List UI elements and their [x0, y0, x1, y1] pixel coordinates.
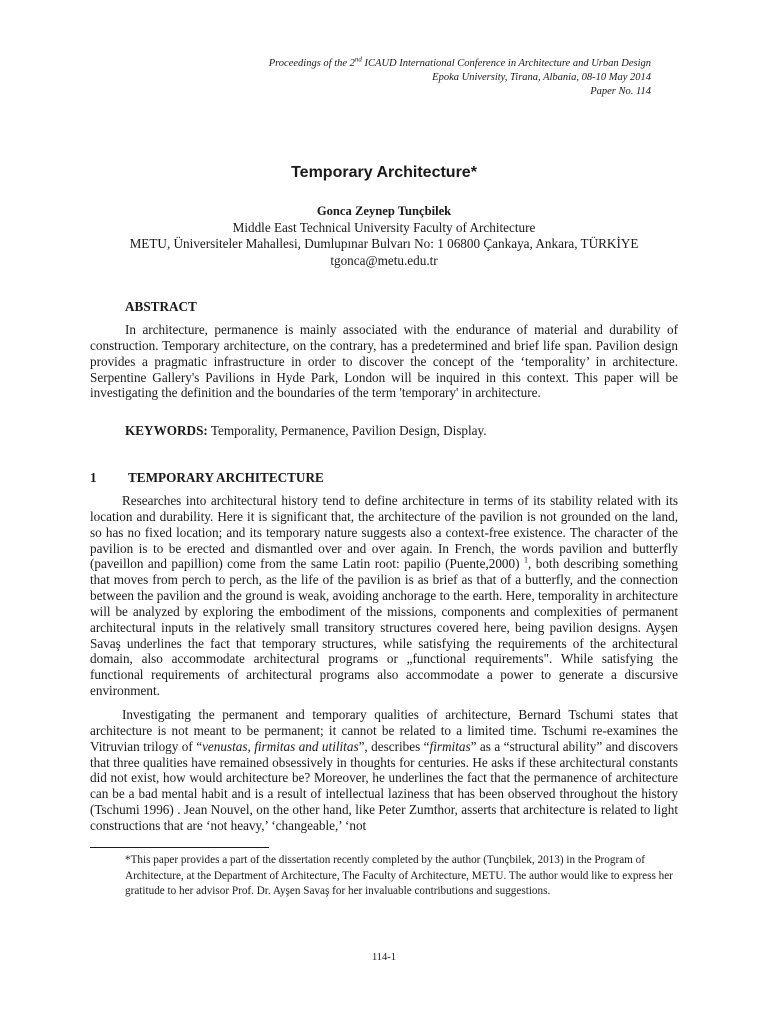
- author-name: Gonca Zeynep Tunçbilek: [316, 204, 452, 218]
- body-paragraph-2-part-c: ” as a “structural ability” and discovers that three qualities have remained obsessively in thoughts for centuries. He asks if these architectural constants did not exist, how would architecture be? Moreover, he underlines the fact that the permanence of architecture can be a bad mental habit and is a result of intellectual laziness that has been observed throughout the history (Tschumi 1996) . Jean Nouvel, on the other hand, like Peter Zumthor, asserts that architecture is related to light constructions that are ‘not heavy,’ ‘changeable,’ ‘not: [90, 738, 678, 833]
- paper-title: Temporary Architecture*: [291, 164, 477, 181]
- abstract-text: In architecture, permanence is mainly associated with the endurance of material and durability of construction. Temporary architecture, on the contrary, has a predetermined and brief life span. Pavilion design provides a pragmatic infrastructure in order to discover the concept of the ‘temporality’ in architecture. Serpentine Gallery's Pavilions in Hyde Park, London will be inquired in this context. This paper will be investigating the definition and the boundaries of the term 'temporary' in architecture.: [90, 322, 678, 401]
- header-line-3: Paper No. 114: [590, 86, 651, 97]
- header-line-1-pre: Proceedings of the 2: [268, 58, 355, 69]
- abstract-heading: ABSTRACT: [125, 299, 197, 314]
- author-email[interactable]: tgonca@metu.edu.tr: [330, 252, 438, 268]
- author-address: METU, Üniversiteler Mahallesi, Dumlupınar Bulvarı No: 1 06800 Çankaya, Ankara, TÜRKİYE: [129, 236, 639, 251]
- footnote: *This paper provides a part of the dissertation recently completed by the author (Tunçbilek, 2013) in the Program of Architecture, at the Department of Architecture, The Faculty of Architecture, METU. The author would like to express her gratitude to her advisor Prof. Dr. Ayşen Savaş for her invaluable contributions and suggestions.: [125, 854, 673, 898]
- vitruvian-trilogy-italic: venustas, firmitas and utilitas: [202, 738, 359, 754]
- body-paragraph-2: [90, 707, 678, 834]
- section-title: TEMPORARY ARCHITECTURE: [128, 470, 324, 485]
- section-number: 1: [90, 470, 97, 485]
- header-ordinal-sup: nd: [354, 55, 362, 64]
- body-paragraph-1-part-a: Researches into architectural history tend to define architecture in terms of its stability related with its location and durability. Here it is significant that, the architecture of the pavilion is not grounded on the land, so has no fixed location; and its temporary nature suggests also a context-free existence. The character of the pavilion is to be erected and dismantled over and over again. In French, the words pavilion and butterfly (paveillon and papillion) come from the same Latin root: papilio (Puente,2000): [90, 493, 678, 572]
- section-1-heading: [90, 470, 324, 486]
- body-paragraph-1-part-b: , both describing something that moves from perch to perch, as the life of the pavilion is as brief as that of a butterfly, and the connection between the pavilion and the ground is weak, avoiding anchorage to the earth. Here, temporality in architecture will be analyzed by exploring the embodiment of the missions, components and complexities of permanent architectural inputs in the relatively small transitory structures covered here, being pavilion designs. Ayşen Savaş underlines the fact that temporary structures, while satisfying the requirements of the architectural domain, also accommodate architectural programs or „functional requirements". While satisfying the functional requirements of architectural programs also accommodate a power to generate a discursive environment.: [90, 556, 678, 699]
- header-line-1-post: ICAUD International Conference in Architecture and Urban Design: [361, 58, 651, 69]
- body-paragraph-2-part-b: ”, describes “: [358, 738, 430, 754]
- page-number: 114-1: [371, 952, 397, 963]
- author-affiliation: Middle East Technical University Faculty of Architecture: [232, 219, 536, 235]
- firmitas-italic: firmitas: [429, 738, 471, 754]
- author-block: [0, 203, 768, 269]
- conference-header: [269, 57, 651, 99]
- header-line-2: Epoka University, Tirana, Albania, 08-10 May 2014: [432, 72, 651, 83]
- footnote-ref-1[interactable]: 1: [523, 555, 528, 565]
- header-line-1: [269, 57, 651, 71]
- keywords-text: Temporality, Permanence, Pavilion Design, Display.: [207, 423, 487, 438]
- keywords-label: KEYWORDS:: [125, 423, 208, 438]
- keywords: [125, 423, 487, 439]
- footnote-divider: [90, 847, 269, 848]
- body-paragraph-2-part-a: Investigating the permanent and temporary qualities of architecture, Bernard Tschumi states that architecture is not meant to be permanent; it cannot be related to a limited time. Tschumi re-examines the Vitruvian trilogy of “: [90, 707, 678, 754]
- body-paragraph-1: [90, 493, 678, 699]
